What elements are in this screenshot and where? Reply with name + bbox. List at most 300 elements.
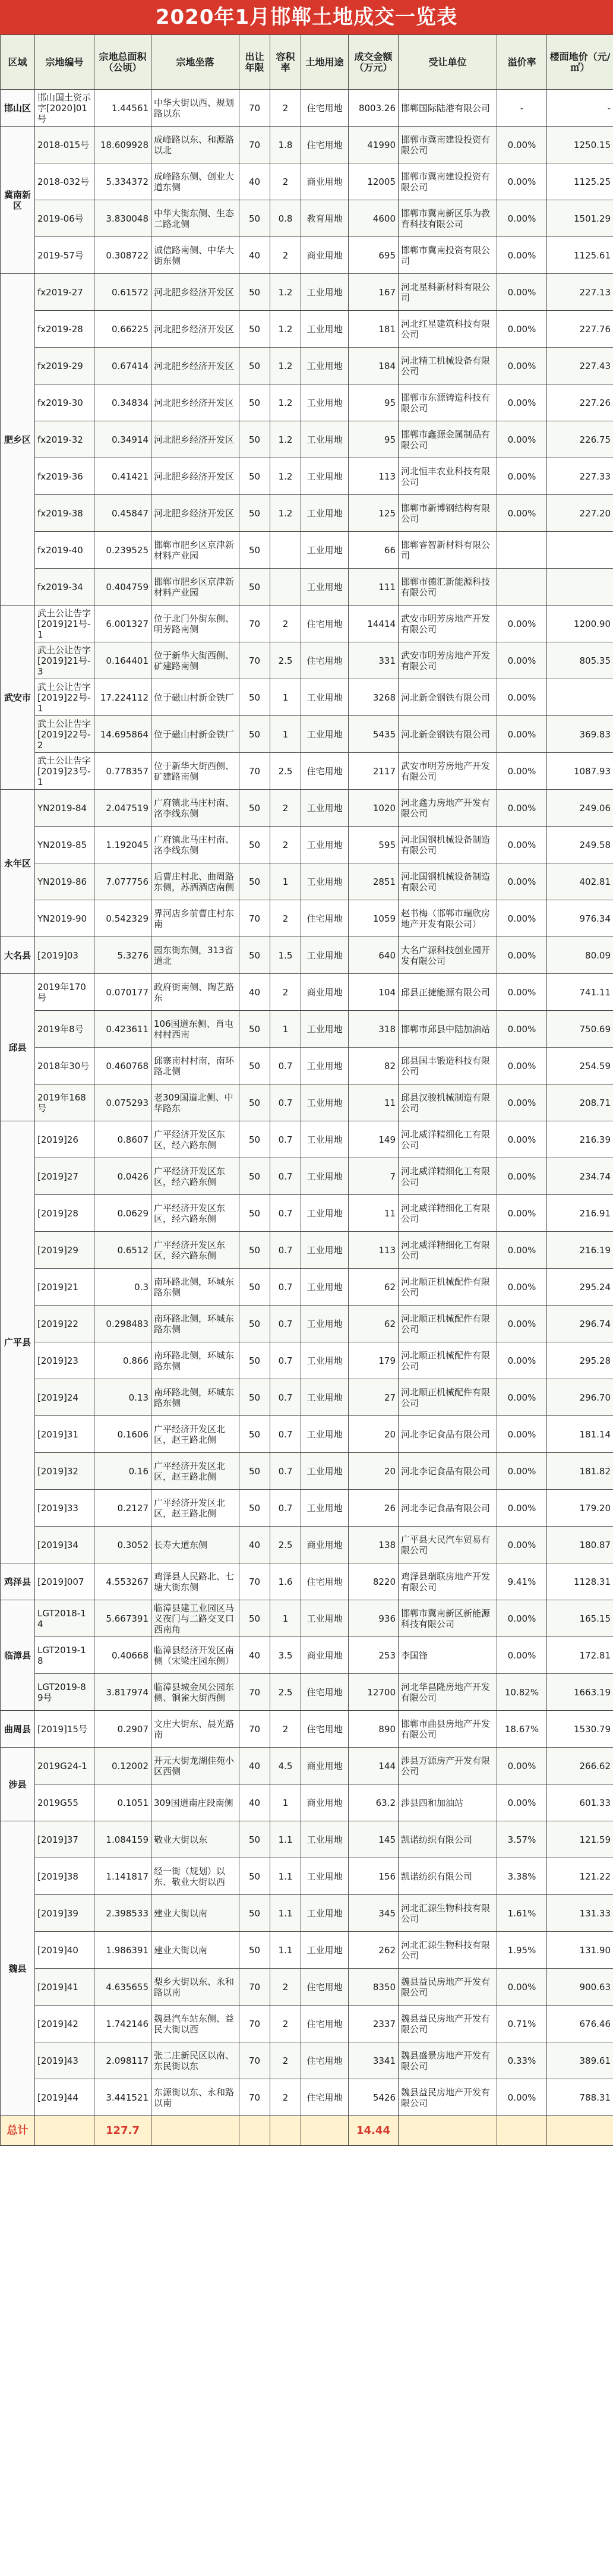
- amount-cell: 26: [349, 1490, 399, 1527]
- premium-cell: 0.00%: [497, 1306, 547, 1342]
- parcel-id-cell: fx2019-36: [35, 458, 94, 495]
- total-area: 127.7: [94, 2116, 151, 2146]
- amount-cell: 104: [349, 974, 399, 1011]
- table-row: [1, 1342, 613, 1379]
- region-cell: 涉县: [1, 1748, 35, 1821]
- area-cell: 5.667391: [94, 1600, 151, 1637]
- parcel-id-cell: 武土公让告字[2019]21号-1: [35, 606, 94, 642]
- area-cell: 0.0426: [94, 1158, 151, 1195]
- table-row: [1, 1895, 613, 1932]
- floor-price-cell: 216.91: [547, 1195, 613, 1232]
- term-cell: 40: [239, 237, 270, 274]
- header-row: [1, 35, 613, 90]
- plot-ratio-cell: 4.5: [270, 1748, 301, 1784]
- location-cell: 广平经济开发区东区，经六路东侧: [151, 1121, 239, 1158]
- region-cell: 永年区: [1, 790, 35, 937]
- plot-ratio-cell: 0.7: [270, 1232, 301, 1269]
- table-row: [1, 937, 613, 974]
- area-cell: 0.1606: [94, 1416, 151, 1453]
- premium-cell: 0.00%: [497, 1490, 547, 1527]
- floor-price-cell: 1501.29: [547, 200, 613, 237]
- amount-cell: 184: [349, 348, 399, 384]
- land-use-cell: 商业用地: [301, 1784, 349, 1821]
- plot-ratio-cell: 1.2: [270, 311, 301, 348]
- table-row: [1, 569, 613, 606]
- area-cell: 5.334372: [94, 163, 151, 200]
- area-cell: 0.075293: [94, 1084, 151, 1121]
- plot-ratio-cell: 1: [270, 863, 301, 900]
- land-use-cell: 工业用地: [301, 1306, 349, 1342]
- plot-ratio-cell: 1.1: [270, 1895, 301, 1932]
- area-cell: 1.986391: [94, 1932, 151, 1969]
- floor-price-cell: 369.83: [547, 716, 613, 753]
- plot-ratio-cell: 2: [270, 827, 301, 863]
- table-row: [1, 1674, 613, 1711]
- table-row: [1, 90, 613, 127]
- table-row: [1, 127, 613, 163]
- buyer-cell: 邯郸市冀南建设投资有限公司: [399, 163, 497, 200]
- parcel-id-cell: fx2019-40: [35, 532, 94, 569]
- region-cell: 武安市: [1, 606, 35, 790]
- plot-ratio-cell: 1.5: [270, 937, 301, 974]
- parcel-id-cell: [2019]007: [35, 1563, 94, 1600]
- parcel-id-cell: LGT2019-89号: [35, 1674, 94, 1711]
- parcel-id-cell: LGT2018-14: [35, 1600, 94, 1637]
- premium-cell: 0.00%: [497, 1527, 547, 1563]
- land-use-cell: 住宅用地: [301, 2079, 349, 2116]
- floor-price-cell: 296.74: [547, 1306, 613, 1342]
- location-cell: 临漳县建工业园区马义夜门与二路交叉口西南角: [151, 1600, 239, 1637]
- term-cell: 40: [239, 163, 270, 200]
- table-row: [1, 237, 613, 274]
- term-cell: 50: [239, 569, 270, 606]
- parcel-id-cell: fx2019-28: [35, 311, 94, 348]
- region-cell: 肥乡区: [1, 274, 35, 606]
- floor-price-cell: 1530.79: [547, 1711, 613, 1748]
- land-use-cell: 住宅用地: [301, 127, 349, 163]
- land-use-cell: 工业用地: [301, 1895, 349, 1932]
- parcel-id-cell: 武土公让告字[2019]22号-1: [35, 679, 94, 716]
- amount-cell: 95: [349, 384, 399, 421]
- location-cell: 位于新华大街西侧、矿建路南侧: [151, 753, 239, 790]
- premium-cell: 0.00%: [497, 1784, 547, 1821]
- amount-cell: 7: [349, 1158, 399, 1195]
- premium-cell: 0.00%: [497, 642, 547, 679]
- area-cell: 4.553267: [94, 1563, 151, 1600]
- location-cell: 中华大街以西、规划路以东: [151, 90, 239, 127]
- plot-ratio-cell: 2: [270, 90, 301, 127]
- premium-cell: 10.82%: [497, 1674, 547, 1711]
- col-header: 出让年限: [239, 35, 270, 90]
- plot-ratio-cell: 0.7: [270, 1342, 301, 1379]
- buyer-cell: 邯郸睿智新材料有限公司: [399, 532, 497, 569]
- premium-cell: 0.00%: [497, 1158, 547, 1195]
- amount-cell: 167: [349, 274, 399, 311]
- location-cell: 园东街东侧，313省道北: [151, 937, 239, 974]
- amount-cell: 253: [349, 1637, 399, 1674]
- term-cell: 70: [239, 1969, 270, 2006]
- premium-cell: 0.00%: [497, 2079, 547, 2116]
- term-cell: 50: [239, 1490, 270, 1527]
- premium-cell: 3.57%: [497, 1821, 547, 1858]
- floor-price-cell: 249.58: [547, 827, 613, 863]
- premium-cell: 0.00%: [497, 458, 547, 495]
- buyer-cell: 河北顺正机械配件有限公司: [399, 1306, 497, 1342]
- premium-cell: 0.00%: [497, 127, 547, 163]
- land-use-cell: 住宅用地: [301, 900, 349, 937]
- parcel-id-cell: fx2019-38: [35, 495, 94, 532]
- area-cell: 0.298483: [94, 1306, 151, 1342]
- buyer-cell: 邯郸国际陆港有限公司: [399, 90, 497, 127]
- premium-cell: 3.38%: [497, 1858, 547, 1895]
- floor-price-cell: 1663.19: [547, 1674, 613, 1711]
- term-cell: 50: [239, 1121, 270, 1158]
- parcel-id-cell: [2019]32: [35, 1453, 94, 1490]
- term-cell: 50: [239, 1895, 270, 1932]
- term-cell: 50: [239, 1453, 270, 1490]
- floor-price-cell: 234.74: [547, 1158, 613, 1195]
- buyer-cell: 河北顺正机械配件有限公司: [399, 1342, 497, 1379]
- area-cell: 0.778357: [94, 753, 151, 790]
- parcel-id-cell: 2019-57号: [35, 237, 94, 274]
- plot-ratio-cell: 2.5: [270, 753, 301, 790]
- table-row: [1, 2006, 613, 2042]
- plot-ratio-cell: 1.1: [270, 1932, 301, 1969]
- floor-price-cell: 1250.15: [547, 127, 613, 163]
- amount-cell: 8350: [349, 1969, 399, 2006]
- total-row: [1, 2116, 613, 2146]
- table-row: [1, 642, 613, 679]
- location-cell: 309国道南庄段南侧: [151, 1784, 239, 1821]
- parcel-id-cell: [2019]27: [35, 1158, 94, 1195]
- term-cell: 40: [239, 1527, 270, 1563]
- parcel-id-cell: YN2019-84: [35, 790, 94, 827]
- buyer-cell: 邯郸市冀南新区新能源科技有限公司: [399, 1600, 497, 1637]
- location-cell: 南环路北侧，环城东路东侧: [151, 1269, 239, 1306]
- area-cell: 0.404759: [94, 569, 151, 606]
- term-cell: 70: [239, 753, 270, 790]
- premium-cell: [497, 532, 547, 569]
- parcel-id-cell: [2019]22: [35, 1306, 94, 1342]
- parcel-id-cell: 2019年8号: [35, 1011, 94, 1048]
- land-use-cell: 住宅用地: [301, 1711, 349, 1748]
- floor-price-cell: 227.76: [547, 311, 613, 348]
- buyer-cell: 河北威洋精细化工有限公司: [399, 1232, 497, 1269]
- amount-cell: 8003.26: [349, 90, 399, 127]
- table-row: [1, 679, 613, 716]
- area-cell: 1.44561: [94, 90, 151, 127]
- table-row: [1, 1232, 613, 1269]
- floor-price-cell: 296.70: [547, 1379, 613, 1416]
- term-cell: 70: [239, 2079, 270, 2116]
- premium-cell: 0.00%: [497, 753, 547, 790]
- amount-cell: 1059: [349, 900, 399, 937]
- term-cell: 50: [239, 1416, 270, 1453]
- buyer-cell: 邯郸市冀南新区乐为教育科技有限公司: [399, 200, 497, 237]
- land-use-cell: 工业用地: [301, 569, 349, 606]
- term-cell: 70: [239, 642, 270, 679]
- col-header: 土地用途: [301, 35, 349, 90]
- table-row: [1, 200, 613, 237]
- land-use-cell: 工业用地: [301, 716, 349, 753]
- table-row: [1, 1453, 613, 1490]
- premium-cell: 0.00%: [497, 937, 547, 974]
- area-cell: 2.398533: [94, 1895, 151, 1932]
- term-cell: 50: [239, 716, 270, 753]
- amount-cell: 20: [349, 1416, 399, 1453]
- amount-cell: 111: [349, 569, 399, 606]
- area-cell: 18.609928: [94, 127, 151, 163]
- table-row: [1, 900, 613, 937]
- parcel-id-cell: 2019年170号: [35, 974, 94, 1011]
- floor-price-cell: 131.90: [547, 1932, 613, 1969]
- floor-price-cell: 295.28: [547, 1342, 613, 1379]
- land-use-cell: 商业用地: [301, 237, 349, 274]
- col-header: 溢价率: [497, 35, 547, 90]
- premium-cell: 0.00%: [497, 1637, 547, 1674]
- plot-ratio-cell: 2: [270, 2042, 301, 2079]
- plot-ratio-cell: 2: [270, 163, 301, 200]
- area-cell: 0.41421: [94, 458, 151, 495]
- table-row: [1, 1011, 613, 1048]
- location-cell: 后曹庄村北、曲周路东侧，苏洒酒店南侧: [151, 863, 239, 900]
- area-cell: 0.0629: [94, 1195, 151, 1232]
- amount-cell: 640: [349, 937, 399, 974]
- col-header: 区域: [1, 35, 35, 90]
- amount-cell: 144: [349, 1748, 399, 1784]
- term-cell: 50: [239, 1048, 270, 1084]
- table-row: [1, 1821, 613, 1858]
- land-use-cell: 工业用地: [301, 863, 349, 900]
- amount-cell: 2851: [349, 863, 399, 900]
- area-cell: 0.34914: [94, 421, 151, 458]
- floor-price-cell: 1200.90: [547, 606, 613, 642]
- area-cell: 3.830048: [94, 200, 151, 237]
- area-cell: 3.441521: [94, 2079, 151, 2116]
- plot-ratio-cell: 2: [270, 974, 301, 1011]
- page-title: 2020年1月邯郸土地成交一览表: [0, 0, 613, 34]
- term-cell: 70: [239, 1674, 270, 1711]
- term-cell: 50: [239, 200, 270, 237]
- table-row: [1, 348, 613, 384]
- region-cell: 魏县: [1, 1821, 35, 2116]
- floor-price-cell: 254.59: [547, 1048, 613, 1084]
- term-cell: 50: [239, 679, 270, 716]
- location-cell: 经一街（规划）以东、敬业大街以西: [151, 1858, 239, 1895]
- premium-cell: 0.00%: [497, 827, 547, 863]
- land-use-cell: 教育用地: [301, 200, 349, 237]
- area-cell: 0.866: [94, 1342, 151, 1379]
- land-use-cell: 商业用地: [301, 1637, 349, 1674]
- amount-cell: 41990: [349, 127, 399, 163]
- premium-cell: 0.00%: [497, 348, 547, 384]
- region-cell: 邯山区: [1, 90, 35, 127]
- location-cell: 成峰路以东、和源路以北: [151, 127, 239, 163]
- buyer-cell: 魏县益民房地产开发有限公司: [399, 1969, 497, 2006]
- buyer-cell: 邯郸市冀南建设投资有限公司: [399, 127, 497, 163]
- area-cell: 6.001327: [94, 606, 151, 642]
- amount-cell: 179: [349, 1342, 399, 1379]
- buyer-cell: 武安市明芳房地产开发有限公司: [399, 642, 497, 679]
- land-use-cell: 工业用地: [301, 421, 349, 458]
- parcel-id-cell: fx2019-32: [35, 421, 94, 458]
- amount-cell: 2117: [349, 753, 399, 790]
- location-cell: 敬业大街以东: [151, 1821, 239, 1858]
- land-use-cell: 工业用地: [301, 1600, 349, 1637]
- term-cell: 50: [239, 937, 270, 974]
- buyer-cell: 邯郸市东源铸造科技有限公司: [399, 384, 497, 421]
- premium-cell: 0.00%: [497, 311, 547, 348]
- location-cell: 河北肥乡经济开发区: [151, 348, 239, 384]
- plot-ratio-cell: 1.2: [270, 384, 301, 421]
- premium-cell: 0.00%: [497, 974, 547, 1011]
- land-use-cell: 工业用地: [301, 1379, 349, 1416]
- amount-cell: 12005: [349, 163, 399, 200]
- land-use-cell: 工业用地: [301, 1121, 349, 1158]
- premium-cell: 0.00%: [497, 274, 547, 311]
- region-cell: 广平县: [1, 1121, 35, 1563]
- land-use-cell: 工业用地: [301, 311, 349, 348]
- region-cell: 邱县: [1, 974, 35, 1121]
- area-cell: 1.141817: [94, 1858, 151, 1895]
- term-cell: 50: [239, 1269, 270, 1306]
- land-use-cell: 工业用地: [301, 1453, 349, 1490]
- amount-cell: 95: [349, 421, 399, 458]
- buyer-cell: 邱县国丰锻造科技有限公司: [399, 1048, 497, 1084]
- parcel-id-cell: [2019]34: [35, 1527, 94, 1563]
- premium-cell: 0.00%: [497, 1600, 547, 1637]
- buyer-cell: 河北汇源生物科技有限公司: [399, 1932, 497, 1969]
- table-row: [1, 274, 613, 311]
- plot-ratio-cell: 1.2: [270, 458, 301, 495]
- amount-cell: 345: [349, 1895, 399, 1932]
- premium-cell: 0.00%: [497, 1748, 547, 1784]
- land-use-cell: 工业用地: [301, 348, 349, 384]
- amount-cell: 3341: [349, 2042, 399, 2079]
- parcel-id-cell: fx2019-29: [35, 348, 94, 384]
- table-row: [1, 1306, 613, 1342]
- plot-ratio-cell: 2: [270, 1969, 301, 2006]
- col-header: 宗地总面积（公顷）: [94, 35, 151, 90]
- land-use-cell: 商业用地: [301, 1527, 349, 1563]
- location-cell: 广平经济开发区东区，经六路东侧: [151, 1158, 239, 1195]
- term-cell: 50: [239, 1084, 270, 1121]
- area-cell: 1.742146: [94, 2006, 151, 2042]
- land-use-cell: 住宅用地: [301, 2042, 349, 2079]
- buyer-cell: 河北恒丰农业科技有限公司: [399, 458, 497, 495]
- plot-ratio-cell: 2: [270, 900, 301, 937]
- premium-cell: 0.00%: [497, 679, 547, 716]
- plot-ratio-cell: 2.5: [270, 1674, 301, 1711]
- buyer-cell: 武安市明芳房地产开发有限公司: [399, 753, 497, 790]
- floor-price-cell: 172.81: [547, 1637, 613, 1674]
- land-use-cell: 住宅用地: [301, 1563, 349, 1600]
- parcel-id-cell: 2018年30号: [35, 1048, 94, 1084]
- area-cell: 0.34834: [94, 384, 151, 421]
- area-cell: 0.45847: [94, 495, 151, 532]
- plot-ratio-cell: 1: [270, 716, 301, 753]
- premium-cell: 0.00%: [497, 863, 547, 900]
- buyer-cell: 魏县益民房地产开发有限公司: [399, 2006, 497, 2042]
- buyer-cell: 河北鑫力房地产开发有限公司: [399, 790, 497, 827]
- col-header: 宗地坐落: [151, 35, 239, 90]
- premium-cell: 9.41%: [497, 1563, 547, 1600]
- land-use-cell: 工业用地: [301, 679, 349, 716]
- floor-price-cell: 676.46: [547, 2006, 613, 2042]
- parcel-id-cell: [2019]23: [35, 1342, 94, 1379]
- floor-price-cell: 389.61: [547, 2042, 613, 2079]
- amount-cell: 113: [349, 1232, 399, 1269]
- buyer-cell: 赵书梅（邯郸市瑞欣房地产开发有限公司）: [399, 900, 497, 937]
- buyer-cell: 魏县益民房地产开发有限公司: [399, 2079, 497, 2116]
- plot-ratio-cell: 1: [270, 1011, 301, 1048]
- region-cell: 曲周县: [1, 1711, 35, 1748]
- parcel-id-cell: YN2019-90: [35, 900, 94, 937]
- table-row: [1, 1969, 613, 2006]
- col-header: 成交金额（万元）: [349, 35, 399, 90]
- table-row: [1, 1490, 613, 1527]
- area-cell: 1.192045: [94, 827, 151, 863]
- premium-cell: 0.00%: [497, 1969, 547, 2006]
- plot-ratio-cell: 2: [270, 2006, 301, 2042]
- parcel-id-cell: fx2019-34: [35, 569, 94, 606]
- land-use-cell: 工业用地: [301, 1932, 349, 1969]
- table-row: [1, 790, 613, 827]
- plot-ratio-cell: 1: [270, 679, 301, 716]
- location-cell: 广平经济开发区北区，赵王路北侧: [151, 1453, 239, 1490]
- floor-price-cell: 805.35: [547, 642, 613, 679]
- location-cell: 106国道东侧、肖屯村村西南: [151, 1011, 239, 1048]
- location-cell: 临漳县经济开发区南侧（宋梁庄园东侧）: [151, 1637, 239, 1674]
- table-row: [1, 532, 613, 569]
- floor-price-cell: 216.19: [547, 1232, 613, 1269]
- buyer-cell: 河北威洋精细化工有限公司: [399, 1158, 497, 1195]
- table-row: [1, 1711, 613, 1748]
- buyer-cell: 邱县正捷能源有限公司: [399, 974, 497, 1011]
- floor-price-cell: 295.24: [547, 1269, 613, 1306]
- buyer-cell: 河北顺正机械配件有限公司: [399, 1269, 497, 1306]
- location-cell: 开元大街龙湖佳苑小区西侧: [151, 1748, 239, 1784]
- term-cell: 70: [239, 90, 270, 127]
- table-row: [1, 1416, 613, 1453]
- area-cell: 0.1051: [94, 1784, 151, 1821]
- plot-ratio-cell: 0.7: [270, 1306, 301, 1342]
- floor-price-cell: 900.63: [547, 1969, 613, 2006]
- plot-ratio-cell: 1.1: [270, 1821, 301, 1858]
- region-cell: 大名县: [1, 937, 35, 974]
- area-cell: 2.098117: [94, 2042, 151, 2079]
- term-cell: 70: [239, 900, 270, 937]
- term-cell: 50: [239, 532, 270, 569]
- plot-ratio-cell: [270, 532, 301, 569]
- area-cell: 0.460768: [94, 1048, 151, 1084]
- location-cell: 广府镇北马庄村南、洺李线东侧: [151, 827, 239, 863]
- parcel-id-cell: [2019]29: [35, 1232, 94, 1269]
- plot-ratio-cell: 0.7: [270, 1416, 301, 1453]
- floor-price-cell: 180.87: [547, 1527, 613, 1563]
- table-row: [1, 827, 613, 863]
- location-cell: 广府镇北马庄村南、洺李线东侧: [151, 790, 239, 827]
- area-cell: 0.070177: [94, 974, 151, 1011]
- floor-price-cell: 226.75: [547, 421, 613, 458]
- term-cell: 70: [239, 2042, 270, 2079]
- table-row: [1, 716, 613, 753]
- land-use-cell: 工业用地: [301, 1269, 349, 1306]
- buyer-cell: 邯郸市邱县中陆加油站: [399, 1011, 497, 1048]
- term-cell: 40: [239, 1637, 270, 1674]
- buyer-cell: 魏县盛景房地产开发有限公司: [399, 2042, 497, 2079]
- parcel-id-cell: [2019]15号: [35, 1711, 94, 1748]
